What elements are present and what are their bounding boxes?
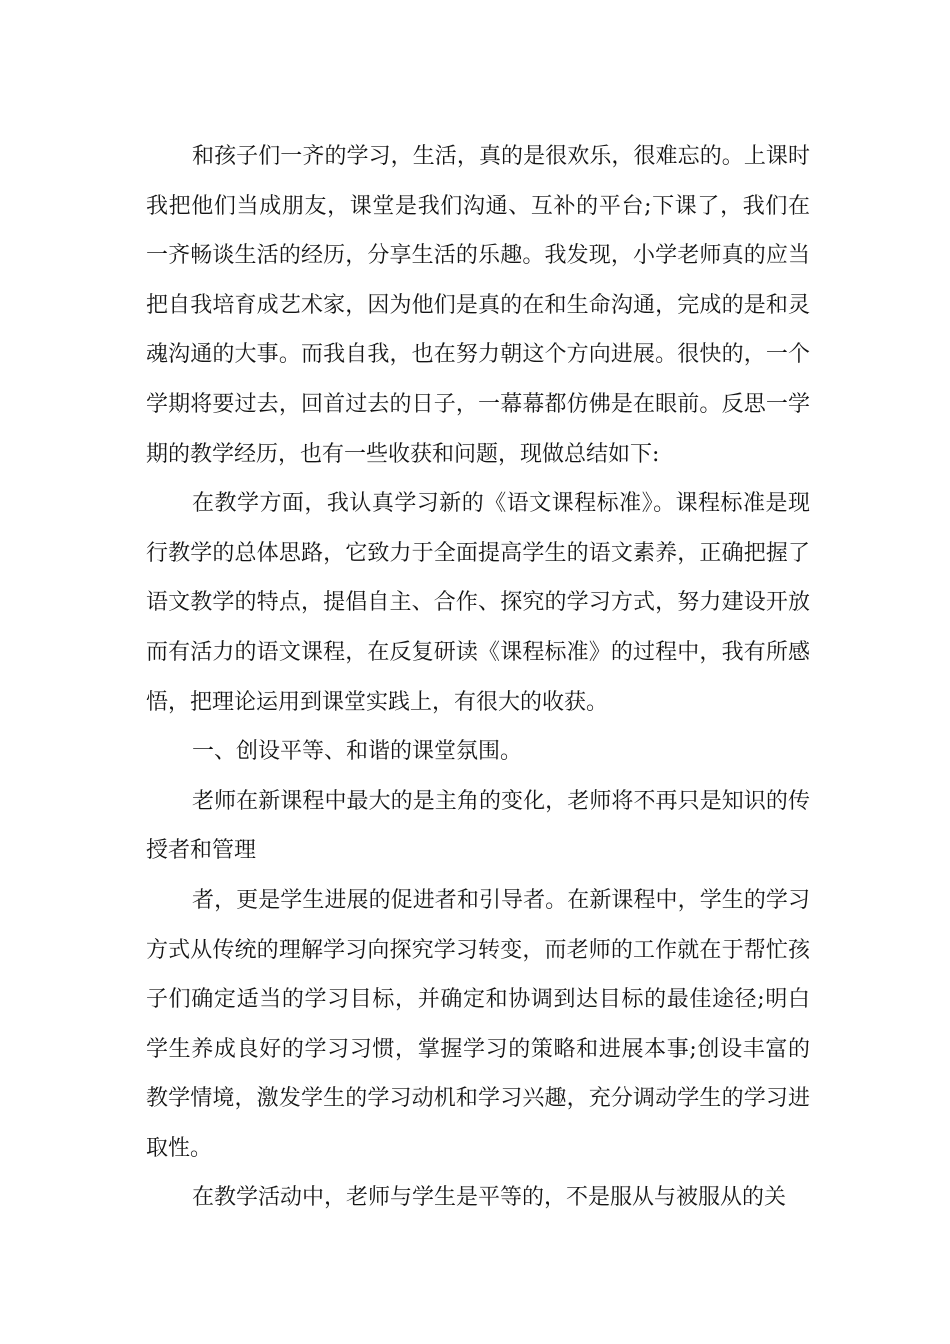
paragraph-learning-guidance: 者，更是学生进展的促进者和引导者。在新课程中，学生的学习方式从传统的理解学习向探究学习转变，而老师的工作就在于帮忙孩子们确定适当的学习目标，并确定和协调到达目标的最佳途径;明白学生养成良好的学习习惯，掌握学习的策略和进展本事;创设丰富的教学情境，激发学生的学习动机和学习兴趣，充分调动学生的学习进取性。 bbox=[146, 887, 810, 1161]
paragraph-intro-summary: 和孩子们一齐的学习，生活，真的是很欢乐，很难忘的。上课时我把他们当成朋友，课堂是我们沟通、互补的平台;下课了，我们在一齐畅谈生活的经历，分享生活的乐趣。我发现，小学老师真的应当把自我培育成艺术家，因为他们是真的在和生命沟通，完成的是和灵魂沟通的大事。而我自我，也在努力朝这个方向进展。很快的，一个学期将要过去，回首过去的日子，一幕幕都仿佛是在眼前。反思一学期的教学经历，也有一些收获和问题，现做总结如下: bbox=[146, 144, 810, 467]
paragraph-equality: 在教学活动中，老师与学生是平等的，不是服从与被服从的关 bbox=[192, 1185, 787, 1211]
paragraph-teacher-role: 老师在新课程中最大的是主角的变化，老师将不再只是知识的传授者和管理 bbox=[146, 788, 810, 864]
paragraph-teaching-aspect: 在教学方面，我认真学习新的《语文课程标准》。课程标准是现行教学的总体思路，它致力于全面提高学生的语文素养，正确把握了语文教学的特点，提倡自主、合作、探究的学习方式，努力建设开放而有活力的语文课程，在反复研读《课程标准》的过程中，我有所感悟，把理论运用到课堂实践上，有很大的收获。 bbox=[146, 491, 810, 715]
section-heading-classroom-atmosphere: 一、创设平等、和谐的课堂氛围。 bbox=[192, 739, 523, 765]
document-body bbox=[146, 132, 810, 1223]
